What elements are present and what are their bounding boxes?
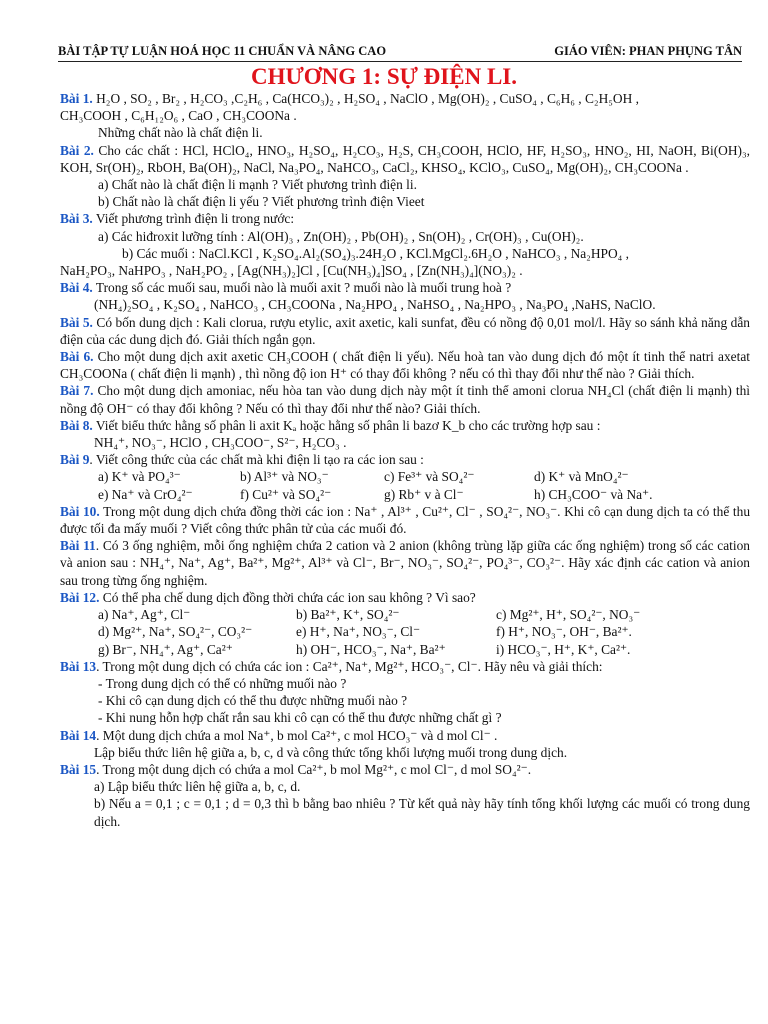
exercise-text: Trong một dung dịch chứa đồng thời các ion : Na⁺ , Al³⁺ , Cu²⁺, Cl⁻ , SO₄²⁻, NO₃⁻. Khi cô cạn dung dịch ta có thể thu được tối đa mấy muối ? Viết công thức phân tử của các muối đó. (60, 503, 751, 537)
exercise-3 (60, 210, 750, 227)
exercise-text: Viết phương trình điện li trong nước: (95, 211, 295, 227)
option: a) K⁺ và PO₄³⁻ (98, 469, 181, 485)
exercise-label: Bài 5. (60, 314, 93, 330)
exercise-text: . Có 3 ống nghiệm, mỗi ống nghiệm chứa 2 cation và 2 anion (không trùng lặp giữa các ống nghiệm) trong số các cation và anion sau : NH₄⁺, Na⁺, Ag⁺, Ba²⁺, Mg²⁺, Al³⁺ và Cl⁻, Br⁻, NO₃⁻, SO₄²⁻, PO₄³⁻, CO₃²⁻. Hãy xác định các cation và anion sau trong từng ống nghiệm. (60, 538, 750, 588)
exercise-9 (60, 451, 750, 468)
exercise-text: Viết biểu thức hằng số phân li axit Kₐ hoặc hằng số phân li bazơ K_b cho các trường hợp sau : (95, 417, 601, 433)
exercise-2 (60, 142, 750, 176)
exercise-text: Có bốn dung dịch : Kali clorua, rượu etylic, axit axetic, kali sunfat, đều có nồng độ 0,01 mol/l. Hãy so sánh khả năng dẫn điện của các dung dịch đó. Giải thích ngắn gọn. (60, 314, 750, 347)
exercise-question-a: a) Các hiđroxit lưỡng tính : Al(OH)₃ , Zn(OH)₂ , Pb(OH)₂ , Sn(OH)₂ , Cr(OH)₃ , Cu(OH)₂. (98, 228, 584, 244)
exercise-text: H₂O , SO₂ , Br₂ , H₂CO₃ ,C₂H₆ , Ca(HCO₃)₂ , H₂SO₄ , NaClO , Mg(OH)₂ , CuSO₄ , C₆H₆ , C₂H₅OH , (96, 91, 639, 106)
exercise-text: (NH₄)₂SO₄ , K₂SO₄ , NaHCO₃ , CH₃COONa , Na₂HPO₄ , NaHSO₄ , Na₂HPO₃ , Na₃PO₄ ,NaHS, NaClO. (94, 297, 656, 313)
exercise-text: Cho một dung dịch amoniac, nếu hòa tan vào dung dịch này một ít tinh thể amoni clorua NH₄Cl (chất điện li mạnh) thì nồng độ OH⁻ có thay đổi không ? Nếu có thì thay đổi như thế nào? Giải thích. (60, 383, 750, 416)
option-row (60, 486, 750, 503)
exercise-text: CH₃COOH , C₆H₁₂O₆ , CaO , CH₃COONa . (60, 108, 297, 124)
header-teacher: GIÁO VIÊN: PHAN PHỤNG TÂN (554, 44, 742, 58)
exercise-label: Bài 12. (60, 589, 100, 605)
exercise-label: Bài 9 (60, 452, 90, 468)
exercise-label: Bài 7. (60, 383, 94, 399)
option: c) Fe³⁺ và SO₄²⁻ (384, 469, 475, 485)
option: d) K⁺ và MnO₄²⁻ (534, 469, 629, 485)
option: a) Na⁺, Ag⁺, Cl⁻ (98, 607, 191, 623)
option: e) Na⁺ và CrO₄²⁻ (98, 486, 193, 502)
exercise-label: Bài 14 (60, 727, 97, 743)
option: c) Mg²⁺, H⁺, SO₄²⁻, NO₃⁻ (496, 607, 641, 623)
option: g) Br⁻, NH₄⁺, Ag⁺, Ca²⁺ (98, 641, 233, 657)
chapter-title: CHƯƠNG 1: SỰ ĐIỆN LI. (250, 64, 517, 89)
exercise-text: NaH₂PO₃, NaHPO₃ , NaH₂PO₂ , [Ag(NH₃)₂]Cl , [Cu(NH₃)₄]SO₄ , [Zn(NH₃)₄](NO₃)₂ . (60, 263, 523, 279)
page-header (58, 44, 742, 62)
exercise-label: Bài 4. (60, 280, 93, 296)
exercise-13 (60, 658, 750, 675)
option: g) Rb⁺ v à Cl⁻ (384, 486, 464, 502)
exercise-6 (60, 348, 750, 382)
exercise-question: Những chất nào là chất điện li. (98, 125, 263, 141)
exercise-11 (60, 537, 750, 589)
exercise-12 (60, 589, 750, 606)
option: b) Al³⁺ và NO₃⁻ (240, 469, 329, 485)
option: f) Cu²⁺ và SO₄²⁻ (240, 486, 332, 502)
option-row (60, 623, 750, 640)
exercise-label: Bài 15 (60, 761, 97, 777)
exercise-10 (60, 503, 750, 537)
exercise-text: . Trong một dung dịch có chứa a mol Ca²⁺, b mol Mg²⁺, c mol Cl⁻, d mol SO₄²⁻. (96, 761, 532, 777)
header-course-title: BÀI TẬP TỰ LUẬN HOÁ HỌC 11 CHUẨN VÀ NÂNG CAO (58, 44, 387, 58)
exercise-question-b: b) Nếu a = 0,1 ; c = 0,1 ; d = 0,3 thì b bằng bao nhiêu ? Từ kết quả này hãy tính tổng khối lượng các muối có trong dung dịch. (94, 796, 750, 829)
exercise-text: . Viết công thức của các chất mà khi điện li tạo ra các ion sau : (89, 452, 424, 468)
option: d) Mg²⁺, Na⁺, SO₄²⁻, CO₃²⁻ (98, 624, 253, 640)
option: i) HCO₃⁻, H⁺, K⁺, Ca²⁺. (496, 641, 631, 657)
exercise-question: - Trong dung dịch có thể có những muối nào ? (98, 675, 347, 691)
exercise-1 (60, 90, 750, 107)
exercise-label: Bài 10. (60, 503, 100, 519)
exercise-question: - Khi cô cạn dung dịch có thể thu được những muối nào ? (98, 693, 408, 709)
exercise-list (60, 90, 750, 830)
exercise-text: NH₄⁺, NO₃⁻, HClO , CH₃COO⁻, S²⁻, H₂CO₃ . (94, 435, 347, 451)
exercise-text: . Trong một dung dịch có chứa các ion : Ca²⁺, Na⁺, Mg²⁺, HCO₃⁻, Cl⁻. Hãy nêu và giải thích: (96, 658, 603, 674)
exercise-question: Lập biểu thức liên hệ giữa a, b, c, d và công thức tổng khối lượng muối trong dung dịch. (94, 744, 568, 760)
exercise-label: Bài 2. (60, 142, 94, 158)
exercise-label: Bài 3. (60, 211, 93, 227)
option: b) Ba²⁺, K⁺, SO₄²⁻ (296, 607, 400, 623)
option: f) H⁺, NO₃⁻, OH⁻, Ba²⁺. (496, 624, 632, 640)
exercise-8 (60, 417, 750, 434)
exercise-text: Có thể pha chế dung dịch đồng thời chứa các ion sau không ? Vì sao? (102, 589, 476, 605)
exercise-question: - Khi nung hỗn hợp chất rắn sau khi cô cạn có thể thu được những chất gì ? (98, 710, 502, 726)
exercise-text: Cho các chất : HCl, HClO₄, HNO₃, H₂SO₄, H₂CO₃, H₂S, CH₃COOH, HClO, HF, H₂SO₃, HNO₂, HI, NaOH, Bi(OH)₃, KOH, Sr(OH)₂, RbOH, Ba(OH)₂, NaCl, Na₃PO₄, NaHCO₃, CaCl₂, KHSO₄, KClO₃, CuSO₄, Mg(OH)₂, CH₃COONa . (60, 142, 750, 175)
exercise-5 (60, 314, 750, 348)
exercise-question-b: b) Chất nào là chất điện li yếu ? Viết phương trình điện Vieet (98, 194, 425, 210)
exercise-15 (60, 761, 750, 778)
exercise-text: . Một dung dịch chứa a mol Na⁺, b mol Ca²⁺, c mol HCO₃⁻ và d mol Cl⁻ . (96, 727, 498, 743)
exercise-label: Bài 8. (60, 417, 93, 433)
exercise-label: Bài 6. (60, 349, 94, 365)
option: h) CH₃COO⁻ và Na⁺. (534, 486, 653, 502)
exercise-14 (60, 727, 750, 744)
exercise-text: Cho một dung dịch axit axetic CH₃COOH ( chất điện li yếu). Nếu hoà tan vào dung dịch đó một ít tinh thể natri axetat CH₃COONa ( chất điện li mạnh) , thì nồng độ ion H⁺ có thay đổi không ? nếu có thì thay đổi như thế nào ? Giải thích. (60, 349, 750, 382)
exercise-7 (60, 382, 750, 416)
option: e) H⁺, Na⁺, NO₃⁻, Cl⁻ (296, 624, 421, 640)
exercise-label: Bài 11 (60, 538, 96, 554)
exercise-question-a: a) Lập biểu thức liên hệ giữa a, b, c, d. (94, 779, 301, 795)
exercise-question-b: b) Các muối : NaCl.KCl , K₂SO₄.Al₂(SO₄)₃.24H₂O , KCl.MgCl₂.6H₂O , NaHCO₃ , Na₂HPO₄ , (122, 245, 630, 261)
option: h) OH⁻, HCO₃⁻, Na⁺, Ba²⁺ (296, 641, 446, 657)
exercise-question-a: a) Chất nào là chất điện li mạnh ? Viết phương trình điện li. (98, 177, 417, 193)
option-row (60, 606, 750, 623)
option-row (60, 641, 750, 658)
exercise-label: Bài 1. (60, 91, 93, 106)
option-row (60, 468, 750, 485)
exercise-4 (60, 279, 750, 296)
exercise-label: Bài 13 (60, 658, 97, 674)
exercise-text: Trong số các muối sau, muối nào là muối axit ? muối nào là muối trung hoà ? (95, 280, 512, 296)
